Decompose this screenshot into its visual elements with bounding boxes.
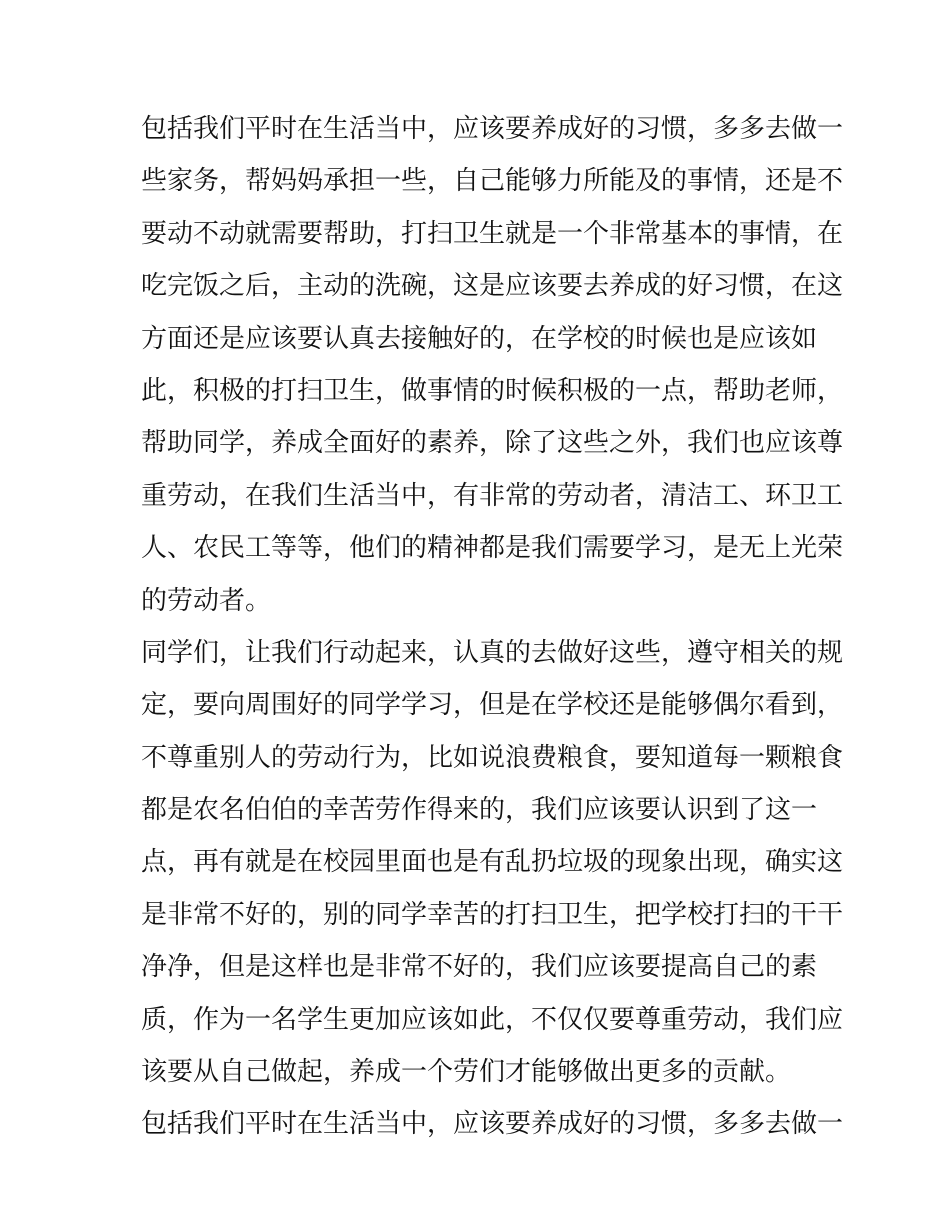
text-line: 些家务，帮妈妈承担一些，自己能够力所能及的事情，还是不: [141, 166, 844, 197]
text-line: 包括我们平时在生活当中，应该要养成好的习惯，多多去做一: [141, 114, 844, 144]
text-line: 人、农民工等等，他们的精神都是我们需要学习，是无上光荣: [141, 533, 844, 564]
text-line: 此，积极的打扫卫生，做事情的时候积极的一点，帮助老师，: [141, 375, 844, 406]
text-line: 质，作为一名学生更加应该如此，不仅仅要尊重劳动，我们应: [141, 1004, 844, 1035]
text-line: 点，再有就是在校园里面也是有乱扔垃圾的现象出现，确实这: [141, 847, 844, 878]
text-line: 是非常不好的，别的同学幸苦的打扫卫生，把学校打扫的干干: [141, 899, 844, 930]
text-line: 定，要向周围好的同学学习，但是在学校还是能够偶尔看到，: [141, 690, 844, 721]
text-line: 重劳动，在我们生活当中，有非常的劳动者，清洁工、环卫工: [141, 480, 844, 511]
text-line: 帮助同学，养成全面好的素养，除了这些之外，我们也应该尊: [141, 428, 844, 459]
text-line: 净净，但是这样也是非常不好的，我们应该要提高自己的素: [141, 952, 818, 983]
body-text: [141, 103, 844, 1151]
text-line: 吃完饭之后，主动的洗碗，这是应该要去养成的好习惯，在这: [141, 271, 844, 302]
text-line: 同学们，让我们行动起来，认真的去做好这些，遵守相关的规: [141, 637, 844, 668]
text-line: 该要从自己做起，养成一个劳们才能够做出更多的贡献。: [141, 1057, 792, 1088]
text-line: 不尊重别人的劳动行为，比如说浪费粮食，要知道每一颗粮食: [141, 742, 844, 773]
text-line: 的劳动者。: [141, 585, 272, 616]
text-line: 方面还是应该要认真去接触好的，在学校的时候也是应该如: [141, 323, 818, 354]
text-line: 都是农名伯伯的幸苦劳作得来的，我们应该要认识到了这一: [141, 795, 818, 826]
text-line: 要动不动就需要帮助，打扫卫生就是一个非常基本的事情，在: [141, 218, 844, 249]
text-line: 包括我们平时在生活当中，应该要养成好的习惯，多多去做一: [141, 1109, 844, 1140]
